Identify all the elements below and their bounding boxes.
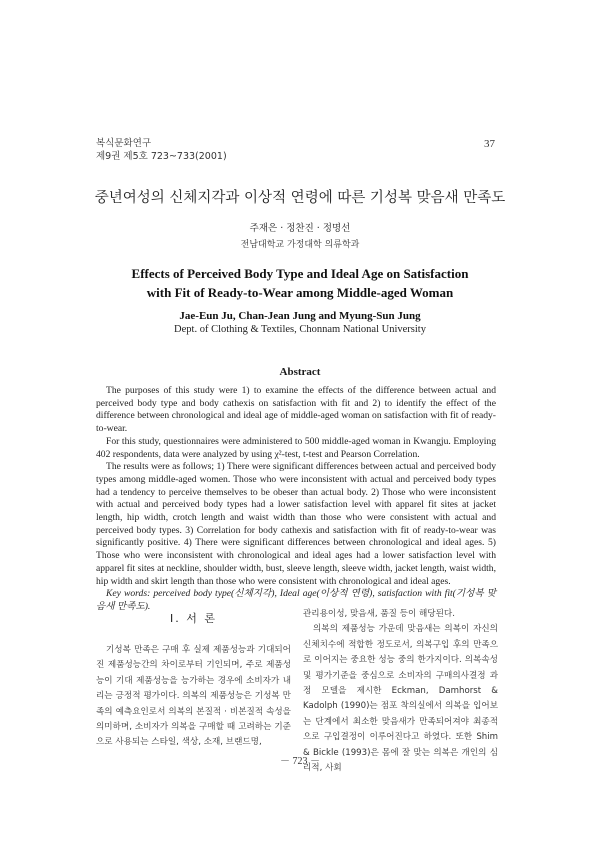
volume-info: 제9권 제5호 723~733(2001) [96, 151, 227, 162]
body-paragraph-left: 기성복 만족은 구매 후 실제 제품성능과 기대되어진 제품성능간의 차이로부터 기인되며, 주로 제품성능이 기대 제품성능을 능가하는 경우에 소비자가 내리는 긍정적 평가이다. 의복의 제품성능은 기성복 만족의 예측요인로서 의복의 본질적 · 비본질적 속성을 의미하며, 소비자가 의복을 구매할 때 고려하는 기준으로 사용되는 스타일, 색상, 소재, 브랜드명, [96, 645, 291, 748]
english-authors: Jae-Eun Ju, Chan-Jean Jung and Myung-Sun Jung [179, 310, 421, 322]
english-title-line1: Effects of Perceived Body Type and Ideal Age on Satisfaction [131, 266, 469, 281]
abstract-paragraph-2: For this study, questionnaires were administered to 500 middle-aged woman in Kwangju. Employing 402 respondents, data were analyzed by using χ²-test, t-test and Pearson Correlation. [96, 435, 496, 460]
journal-name: 복식문화연구 [96, 138, 152, 149]
page-number: 37 [484, 138, 495, 150]
abstract-paragraph-3: The results were as follows; 1) There were significant differences between actual and perceived body types among middle-aged women. Those who were inconsistent with actual and perceived body types had a tendency to perceive themselves to be obeser than actual body. 2) Those who were inconsistent with actual and perceived body types had a lower satisfaction level with apparel fit sites at jacket length, hip width, crotch length and waist width than those who were consistent with actual and perceived body types. 3) Correlation for body cathexis and satisfaction with fit of ready-to-wear was significantly positive. 4) There were significant differences between chronological and ideal ages. 5) Those who were inconsistent with chronological and ideal ages had a lower satisfaction level with apparel fit sites at neckline, shoulder width, bust, sleeve length, sleeve width, jacket length, waist width, hip width and skirt length than those who were consistent with chronological and ideal ages. [96, 461, 496, 587]
korean-authors: 주재은 · 정찬진 · 정명선 [249, 223, 351, 234]
body-paragraph-continued: 관리용이성, 맞음새, 품질 등이 해당된다. [303, 609, 455, 619]
korean-title: 중년여성의 신체지각과 이상적 연령에 따른 기성복 맞음새 만족도 [94, 190, 506, 206]
section-heading: Ⅰ. 서 론 [170, 612, 217, 625]
left-column [96, 604, 291, 751]
keywords: Key words: perceived body type(신체지각), Ideal age(이상적 연령), satisfaction with fit(기성복 맞음새 만족도). [96, 588, 496, 612]
english-title [0, 264, 600, 302]
korean-affiliation: 전남대학교 가정대학 의류학과 [240, 240, 360, 250]
abstract-body [96, 385, 496, 614]
body-paragraph-right: 의복의 제품성능 가운데 맞음새는 의복이 자신의 신체치수에 적합한 정도로서, 의복구입 후의 만족으로 이어지는 중요한 성능 중의 한가지이다. 의복속성 및 평가기준을 중심으로 소비자의 구매의사결정 과정 모델을 제시한 Eckman, Damhorst & Kadolph (1990)는 점포 착의실에서 의복을 입어보는 단계에서 최소한 맞음새가 만족되어져야 최종적으로 구입결정이 이루어진다고 하였다. 또한 Shim & Bickle (1993)은 몸에 잘 맞는 의복은 개인의 심리적, 사회 [303, 624, 498, 774]
english-affiliation: Dept. of Clothing & Textiles, Chonnam National University [174, 324, 426, 335]
footer-page-number: － 723 － [280, 756, 320, 767]
english-title-line2: with Fit of Ready-to-Wear among Middle-aged Woman [146, 285, 454, 300]
journal-header [96, 137, 227, 163]
abstract-heading: Abstract [279, 366, 321, 378]
abstract-paragraph-1: The purposes of this study were 1) to examine the effects of the difference between actual and perceived body type and body cathexis on satisfaction with fit and 2) to identify the effect of the difference between chronological and ideal age of middle-aged woman on satisfaction with fit of ready-to-wear. [96, 385, 496, 435]
